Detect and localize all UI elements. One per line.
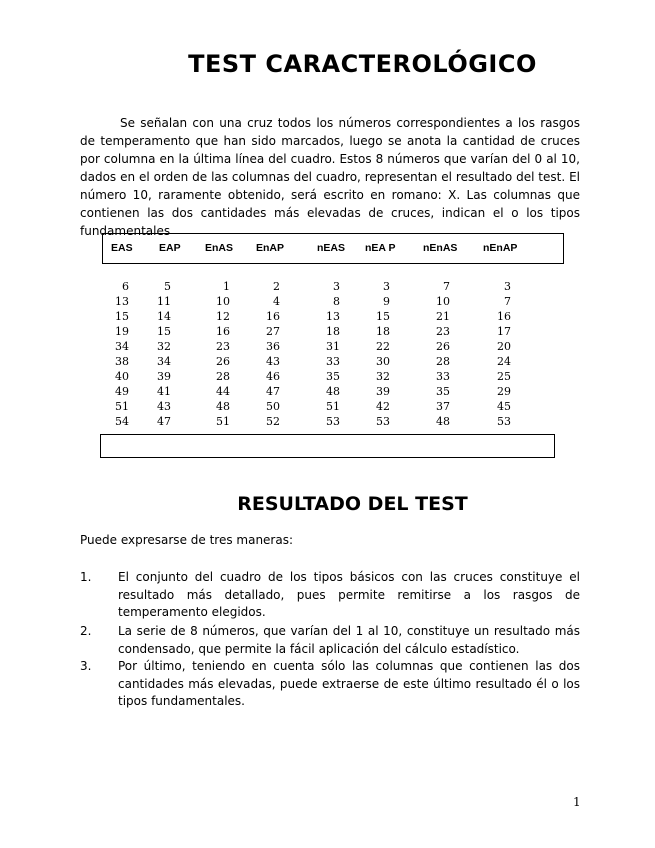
table-cell: 43 <box>157 400 171 413</box>
table-cell: 49 <box>115 385 129 398</box>
table-cell: 16 <box>216 325 230 338</box>
table-cell: 15 <box>376 310 390 323</box>
table-cell: 23 <box>216 340 230 353</box>
table-cell: 10 <box>436 295 450 308</box>
table-cell: 32 <box>157 340 171 353</box>
table-cell: 5 <box>164 280 171 293</box>
table-cell: 53 <box>326 415 340 428</box>
table-cell: 7 <box>443 280 450 293</box>
column-header: EAP <box>159 242 181 254</box>
table-cell: 18 <box>376 325 390 338</box>
table-cell: 3 <box>504 280 511 293</box>
table-cell: 12 <box>216 310 230 323</box>
table-cell: 8 <box>333 295 340 308</box>
table-cell: 44 <box>216 385 230 398</box>
table-cell: 26 <box>216 355 230 368</box>
table-cell: 4 <box>273 295 280 308</box>
table-cell: 21 <box>436 310 450 323</box>
table-cell: 3 <box>383 280 390 293</box>
table-cell: 15 <box>115 310 129 323</box>
column-header: nEAS <box>317 242 346 254</box>
table-cell: 34 <box>115 340 129 353</box>
table-cell: 26 <box>436 340 450 353</box>
table-cell: 51 <box>216 415 230 428</box>
table-cell: 9 <box>383 295 390 308</box>
table-cell: 13 <box>115 295 129 308</box>
column-header: EnAS <box>205 242 234 254</box>
table-cell: 16 <box>497 310 511 323</box>
table-cell: 39 <box>376 385 390 398</box>
table-cell: 38 <box>115 355 129 368</box>
column-header: nEA P <box>365 242 396 254</box>
list-item: El conjunto del cuadro de los tipos básicos con las cruces constituye el resultado más detallado, pues permite remitirse a los rasgos de temperamento elegidos. <box>118 570 580 619</box>
table-cell: 1 <box>223 280 230 293</box>
table-cell: 48 <box>436 415 450 428</box>
list-number: 1. <box>80 570 92 584</box>
table-cell: 46 <box>266 370 280 383</box>
table-cell: 45 <box>497 400 511 413</box>
list-number: 2. <box>80 624 92 638</box>
column-header: nEnAS <box>423 242 458 254</box>
page-number: 1 <box>573 795 581 809</box>
column-header: EnAP <box>256 242 285 254</box>
table-cell: 2 <box>273 280 280 293</box>
result-heading: RESULTADO DEL TEST <box>237 493 468 515</box>
list-item: Por último, teniendo en cuenta sólo las columnas que contienen las dos cantidades más elevadas, puede extraerse de este último resultado él o los tipos fundamentales. <box>118 659 580 708</box>
table-cell: 54 <box>115 415 129 428</box>
table-cell: 18 <box>326 325 340 338</box>
table-header-box <box>102 233 564 264</box>
table-cell: 52 <box>266 415 280 428</box>
table-cell: 33 <box>436 370 450 383</box>
list-number: 3. <box>80 659 92 673</box>
table-cell: 20 <box>497 340 511 353</box>
table-cell: 43 <box>266 355 280 368</box>
table-cell: 13 <box>326 310 340 323</box>
table-cell: 47 <box>157 415 171 428</box>
table-cell: 36 <box>266 340 280 353</box>
table-cell: 51 <box>326 400 340 413</box>
table-cell: 28 <box>436 355 450 368</box>
table-cell: 48 <box>216 400 230 413</box>
table-cell: 29 <box>497 385 511 398</box>
table-cell: 35 <box>326 370 340 383</box>
table-cell: 7 <box>504 295 511 308</box>
column-header: nEnAP <box>483 242 518 254</box>
intro-paragraph: Se señalan con una cruz todos los números correspondientes a los rasgos de temperamento que han sido marcados, luego se anota la cantidad de cruces por columna en la última línea del cuadro. Estos 8 números que varían del 0 al 10, dados en el orden de las columnas del cuadro, representan el resultado del test. El número 10, raramente obtenido, será escrito en romano: X. Las columnas que contienen las dos cantidades más elevadas de cruces, indican el o los tipos fundamentales <box>80 116 580 238</box>
table-cell: 37 <box>436 400 450 413</box>
list-item: La serie de 8 números, que varían del 1 al 10, constituye un resultado más condensado, que permite la fácil aplicación del cálculo estadístico. <box>118 624 580 656</box>
table-cell: 40 <box>115 370 129 383</box>
table-cell: 41 <box>157 385 171 398</box>
table-cell: 48 <box>326 385 340 398</box>
table-cell: 11 <box>157 295 171 308</box>
lead-text: Puede expresarse de tres maneras: <box>80 533 294 547</box>
table-cell: 32 <box>376 370 390 383</box>
table-cell: 3 <box>333 280 340 293</box>
table-cell: 27 <box>266 325 280 338</box>
table-cell: 47 <box>266 385 280 398</box>
table-cell: 19 <box>115 325 129 338</box>
table-cell: 33 <box>326 355 340 368</box>
page-title: TEST CARACTEROLÓGICO <box>188 50 537 78</box>
table-cell: 42 <box>376 400 390 413</box>
table-cell: 10 <box>216 295 230 308</box>
table-cell: 34 <box>157 355 171 368</box>
table-cell: 39 <box>157 370 171 383</box>
table-cell: 24 <box>497 355 511 368</box>
table-cell: 50 <box>266 400 280 413</box>
table-cell: 28 <box>216 370 230 383</box>
table-cell: 17 <box>497 325 511 338</box>
tally-row-box <box>100 434 555 458</box>
table-cell: 53 <box>376 415 390 428</box>
table-cell: 51 <box>115 400 129 413</box>
table-cell: 53 <box>497 415 511 428</box>
table-cell: 6 <box>122 280 129 293</box>
table-cell: 22 <box>376 340 390 353</box>
table-cell: 31 <box>326 340 340 353</box>
table-cell: 14 <box>157 310 171 323</box>
table-cell: 16 <box>266 310 280 323</box>
table-cell: 15 <box>157 325 171 338</box>
table-cell: 23 <box>436 325 450 338</box>
column-header: EAS <box>111 242 133 254</box>
table-cell: 35 <box>436 385 450 398</box>
table-cell: 25 <box>497 370 511 383</box>
table-cell: 30 <box>376 355 390 368</box>
